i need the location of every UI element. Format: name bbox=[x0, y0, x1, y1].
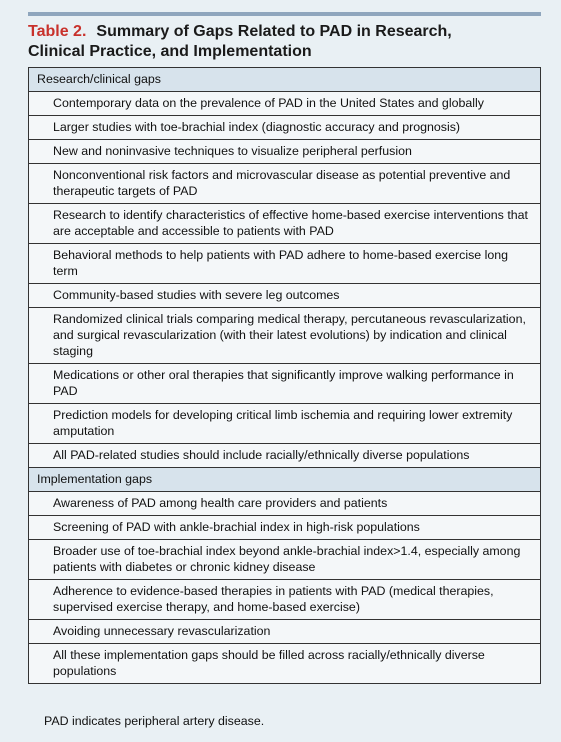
table-row: Medications or other oral therapies that significantly improve walking performance in PAD bbox=[29, 363, 540, 403]
table-row: Community-based studies with severe leg outcomes bbox=[29, 283, 540, 307]
table-row: New and noninvasive techniques to visualize peripheral perfusion bbox=[29, 139, 540, 163]
table-row: Awareness of PAD among health care providers and patients bbox=[29, 491, 540, 515]
section-heading-implementation: Implementation gaps bbox=[29, 467, 540, 491]
table-row: Behavioral methods to help patients with PAD adhere to home-based exercise long term bbox=[29, 243, 540, 283]
table-row: Screening of PAD with ankle-brachial index in high-risk populations bbox=[29, 515, 540, 539]
table-row: All these implementation gaps should be filled across racially/ethnically diverse populations bbox=[29, 643, 540, 683]
table-label: Table 2. bbox=[28, 23, 87, 40]
table-row: Broader use of toe-brachial index beyond ankle-brachial index>1.4, especially among patients with diabetes or chronic kidney disease bbox=[29, 539, 540, 579]
table-row: Randomized clinical trials comparing medical therapy, percutaneous revascularization, and surgical revascularization (with their latest evolutions) by indication and clinical staging bbox=[29, 307, 540, 363]
table-title-line1: Summary of Gaps Related to PAD in Research, bbox=[96, 23, 452, 40]
section-heading-research: Research/clinical gaps bbox=[29, 68, 540, 91]
table-row: Nonconventional risk factors and microvascular disease as potential preventive and therapeutic targets of PAD bbox=[29, 163, 540, 203]
gaps-table bbox=[28, 67, 541, 684]
table-title-line2: Clinical Practice, and Implementation bbox=[28, 43, 312, 60]
table-footnote: PAD indicates peripheral artery disease. bbox=[44, 714, 265, 728]
table-row: Prediction models for developing critical limb ischemia and requiring lower extremity amputation bbox=[29, 403, 540, 443]
table-row: Contemporary data on the prevalence of PAD in the United States and globally bbox=[29, 91, 540, 115]
table-row: Research to identify characteristics of effective home-based exercise interventions that are acceptable and accessible to patients with PAD bbox=[29, 203, 540, 243]
table-title bbox=[28, 22, 543, 62]
table-row: Avoiding unnecessary revascularization bbox=[29, 619, 540, 643]
table-row: Adherence to evidence-based therapies in patients with PAD (medical therapies, supervised exercise therapy, and home-based exercise) bbox=[29, 579, 540, 619]
top-rule bbox=[28, 12, 541, 16]
table-row: Larger studies with toe-brachial index (diagnostic accuracy and prognosis) bbox=[29, 115, 540, 139]
table-row: All PAD-related studies should include racially/ethnically diverse populations bbox=[29, 443, 540, 467]
